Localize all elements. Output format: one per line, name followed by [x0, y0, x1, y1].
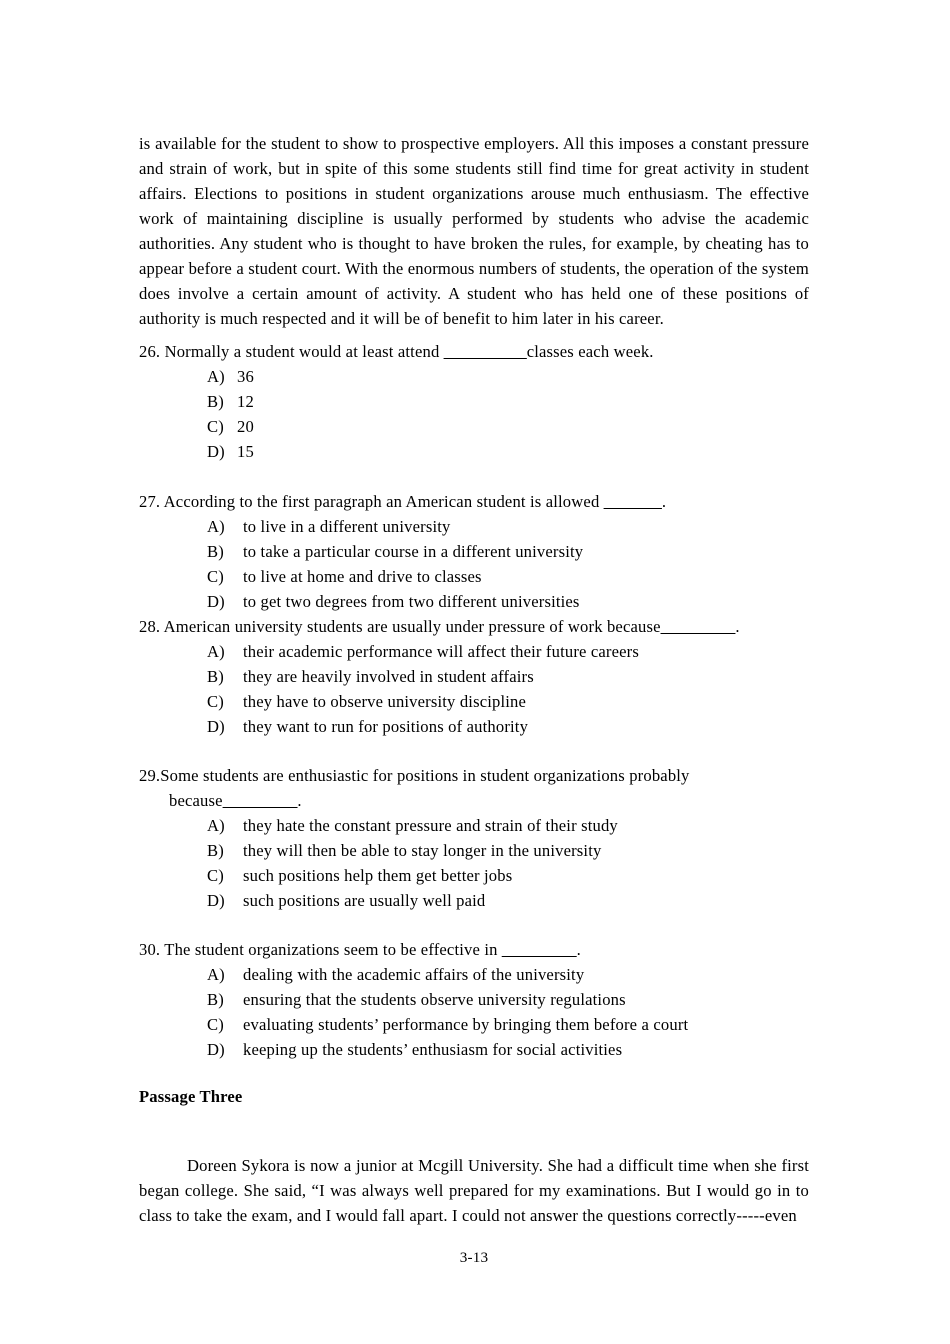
- answer-blank-27: _______: [603, 492, 662, 511]
- option-28-c[interactable]: [139, 689, 809, 714]
- question-block-26: [139, 339, 809, 464]
- option-text: ensuring that the students observe university regulations: [243, 990, 626, 1010]
- question-number-27: 27.: [139, 492, 161, 511]
- answer-blank-28: _________: [660, 617, 736, 636]
- option-29-c[interactable]: [139, 863, 809, 888]
- passage-three-body: Doreen Sykora is now a junior at Mcgill University. She had a difficult time when she first began college. She said, “I was always well prepared for my examinations. But I would go in to class to take the exam, and I would fall apart. I could not answer the questions correctly-----even: [139, 1155, 809, 1225]
- option-list-28: [139, 639, 809, 739]
- question-text-after-26: classes each week.: [526, 342, 654, 361]
- option-26-b[interactable]: [139, 389, 809, 414]
- option-text: they will then be able to stay longer in the university: [243, 841, 602, 861]
- option-30-a[interactable]: [139, 962, 809, 987]
- option-26-d[interactable]: [139, 439, 809, 464]
- question-number-30: 30.: [139, 940, 161, 959]
- question-stem-28: [139, 614, 809, 639]
- question-number-26: 26.: [139, 342, 161, 361]
- option-27-a[interactable]: [139, 514, 809, 539]
- option-letter: C): [207, 1015, 224, 1035]
- question-block-29: [139, 763, 809, 914]
- option-27-b[interactable]: [139, 539, 809, 564]
- option-text: to live in a different university: [243, 517, 451, 537]
- question-stem-29: [139, 763, 809, 813]
- option-letter: A): [207, 965, 225, 985]
- option-text: they are heavily involved in student affairs: [243, 667, 534, 687]
- option-text: to take a particular course in a different university: [243, 542, 584, 562]
- option-letter: C): [207, 417, 224, 437]
- question-block-30: [139, 937, 809, 1062]
- option-text: 12: [237, 392, 254, 412]
- option-text: to get two degrees from two different universities: [243, 592, 580, 612]
- option-text: they have to observe university discipline: [243, 692, 527, 712]
- option-letter: C): [207, 567, 224, 587]
- option-text: keeping up the students’ enthusiasm for social activities: [243, 1040, 623, 1060]
- option-list-30: [139, 962, 809, 1062]
- option-30-d[interactable]: [139, 1037, 809, 1062]
- option-letter: A): [207, 642, 225, 662]
- answer-blank-30: _________: [501, 940, 577, 959]
- option-27-c[interactable]: [139, 564, 809, 589]
- option-letter: B): [207, 667, 224, 687]
- option-text: to live at home and drive to classes: [243, 567, 482, 587]
- option-letter: A): [207, 816, 225, 836]
- question-text-after-30: .: [576, 940, 581, 959]
- page-footer: 3-13: [459, 1249, 489, 1266]
- question-text-29: Some students are enthusiastic for positions in student organizations probably: [160, 766, 690, 785]
- option-30-c[interactable]: [139, 1012, 809, 1037]
- option-text: 20: [237, 417, 254, 437]
- question-block-27: [139, 489, 809, 614]
- question-number-28: 28.: [139, 617, 161, 636]
- option-28-b[interactable]: [139, 664, 809, 689]
- option-28-d[interactable]: [139, 714, 809, 739]
- question-text-after-27: .: [661, 492, 667, 511]
- question-text-after-29: .: [297, 791, 302, 811]
- question-text-26: Normally a student would at least attend: [160, 342, 444, 361]
- option-27-d[interactable]: [139, 589, 809, 614]
- option-26-c[interactable]: [139, 414, 809, 439]
- question-text-28: American university students are usually under pressure of work because: [160, 617, 661, 636]
- question-number-29: 29.: [139, 766, 161, 785]
- question-stem-29-continuation: [139, 788, 809, 813]
- question-text-27: According to the first paragraph an American student is allowed: [160, 492, 604, 511]
- option-text: their academic performance will affect their future careers: [243, 642, 639, 662]
- option-29-a[interactable]: [139, 813, 809, 838]
- option-letter: D): [207, 717, 225, 737]
- option-letter: A): [207, 367, 225, 387]
- option-text: 36: [237, 367, 254, 387]
- option-text: such positions help them get better jobs: [243, 866, 513, 886]
- passage-three-heading: Passage Three: [139, 1087, 243, 1106]
- option-30-b[interactable]: [139, 987, 809, 1012]
- option-letter: D): [207, 442, 225, 462]
- option-list-27: [139, 514, 809, 614]
- question-stem-30: [139, 937, 809, 962]
- option-letter: B): [207, 841, 224, 861]
- option-29-d[interactable]: [139, 888, 809, 913]
- option-letter: C): [207, 866, 224, 886]
- option-text: such positions are usually well paid: [243, 891, 486, 911]
- option-text: they hate the constant pressure and strain of their study: [243, 816, 618, 836]
- document-page: [139, 0, 809, 1344]
- option-text: dealing with the academic affairs of the university: [243, 965, 585, 985]
- option-letter: B): [207, 542, 224, 562]
- question-stem-26: [139, 339, 809, 364]
- option-letter: D): [207, 592, 225, 612]
- option-letter: B): [207, 990, 224, 1010]
- option-26-a[interactable]: [139, 364, 809, 389]
- option-letter: B): [207, 392, 224, 412]
- option-text: 15: [237, 442, 254, 462]
- answer-blank-26: __________: [443, 342, 527, 361]
- option-list-26: [139, 364, 809, 464]
- question-text-29-cont: because: [169, 791, 223, 811]
- option-list-29: [139, 813, 809, 913]
- option-text: evaluating students’ performance by bringing them before a court: [243, 1015, 689, 1035]
- option-letter: C): [207, 692, 224, 712]
- option-text: they want to run for positions of authority: [243, 717, 529, 737]
- question-block-28: [139, 614, 809, 739]
- question-text-30: The student organizations seem to be effective in: [160, 940, 502, 959]
- option-letter: A): [207, 517, 225, 537]
- option-28-a[interactable]: [139, 639, 809, 664]
- option-29-b[interactable]: [139, 838, 809, 863]
- question-stem-27: [139, 489, 809, 514]
- answer-blank-29: _________: [222, 791, 298, 811]
- question-text-after-28: .: [735, 617, 740, 636]
- option-letter: D): [207, 1040, 225, 1060]
- option-letter: D): [207, 891, 225, 911]
- reading-passage-body: is available for the student to show to prospective employers. All this imposes a constant pressure and strain of work, but in spite of this some students still find time for great activity in student affairs. Elections to positions in student organizations arouse much enthusiasm. The effective work of maintaining discipline is usually performed by students who advise the academic authorities. Any student who is thought to have broken the rules, for example, by cheating has to appear before a student court. With the enormous numbers of students, the operation of the system does involve a certain amount of activity. A student who has held one of these positions of authority is much respected and it will be of benefit to him later in his career.: [139, 133, 809, 329]
